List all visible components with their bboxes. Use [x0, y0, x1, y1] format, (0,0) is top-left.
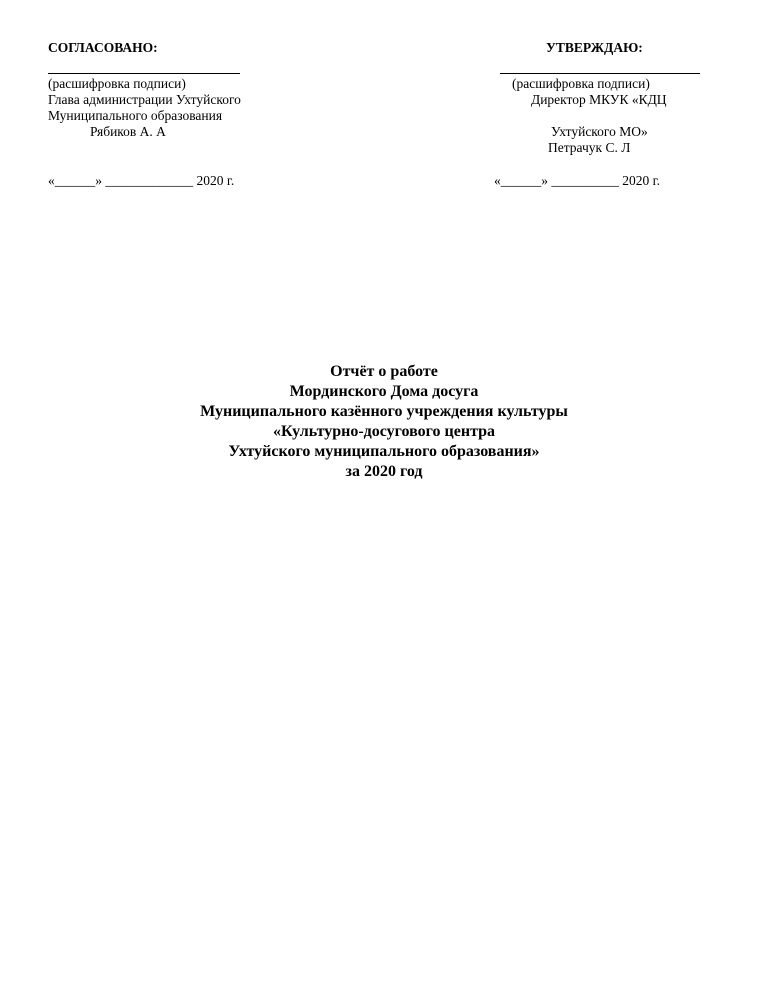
signature-line-right	[500, 73, 700, 74]
approver-position-right-2: Ухтуйского МО»	[551, 124, 648, 139]
title-line-2: Мординского Дома досуга	[289, 383, 479, 400]
date-field-right: «______» __________ 2020 г.	[494, 173, 661, 188]
approval-right-heading: УТВЕРЖДАЮ:	[546, 40, 643, 55]
title-line-5: Ухтуйского муниципального образования»	[228, 443, 540, 460]
title-line-1: Отчёт о работе	[330, 363, 438, 380]
title-line-4: «Культурно-досугового центра	[272, 423, 496, 440]
signature-caption-left: (расшифровка подписи)	[48, 76, 186, 91]
signature-line-left	[48, 73, 240, 74]
title-line-6: за 2020 год	[345, 463, 423, 480]
approver-position-right-1: Директор МКУК «КДЦ	[531, 92, 667, 107]
approver-name-left: Рябиков А. А	[90, 124, 166, 139]
approver-name-right: Петрачук С. Л	[548, 140, 631, 155]
document-title	[0, 362, 768, 482]
date-field-left: «______» _____________ 2020 г.	[48, 173, 235, 188]
title-line-3: Муниципального казённого учреждения культуры	[200, 403, 568, 420]
approver-position-left-1: Глава администрации Ухтуйского	[48, 92, 241, 107]
approver-position-left-2: Муниципального образования	[48, 108, 223, 123]
signature-caption-right: (расшифровка подписи)	[512, 76, 650, 91]
approval-left-heading: СОГЛАСОВАНО:	[48, 40, 158, 55]
